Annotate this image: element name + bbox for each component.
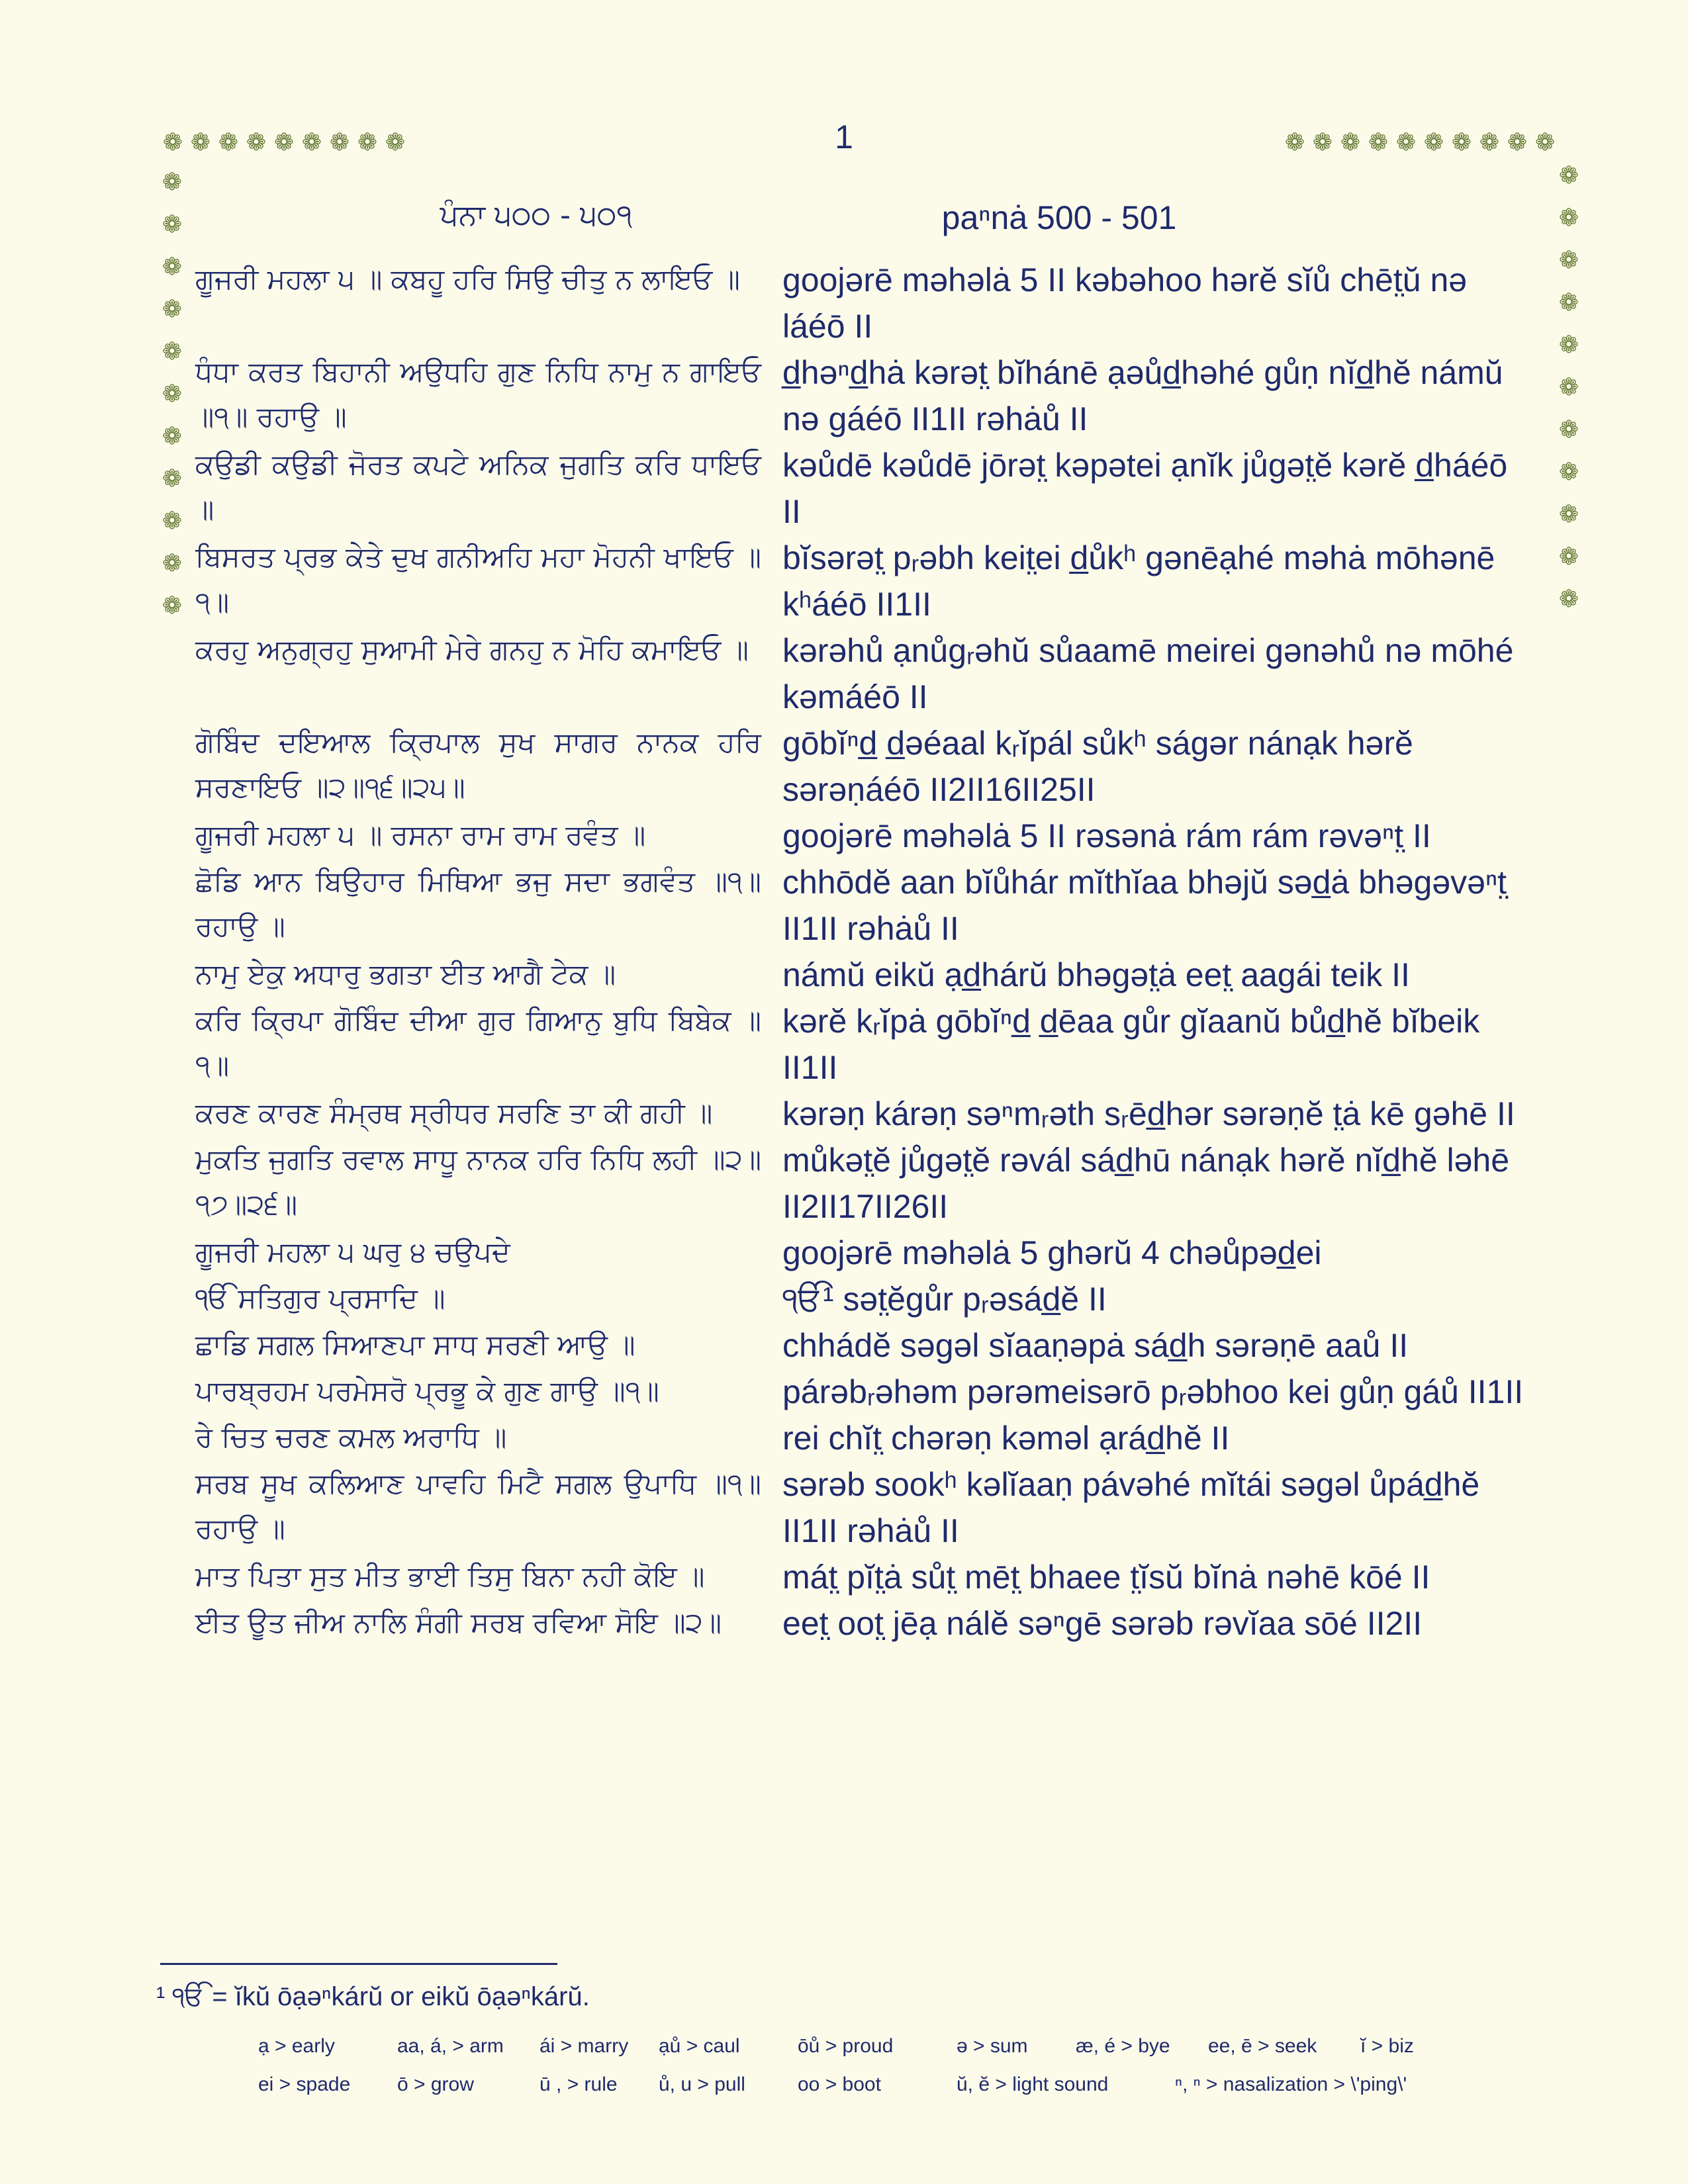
transliteration-line: gōbĭⁿd̲ d̲əéaal kᵣĭpál sůkʰ ságər nánạk hərĕ sərəṇáéō II2II16II25II [782,725,1413,808]
flower-ornament-icon: ❁ [1558,459,1579,486]
transliteration-line: kərĕ kᵣĭpȧ gōbĭⁿd̲ d̲ēaa gůr gĭaanŭ bůd̲hĕ bĭbeik II1II [782,1003,1480,1086]
gurmukhi-line: ਕਰਣ ਕਾਰਣ ਸੰਮ੍ਰਥ ਸ੍ਰੀਧਰ ਸਰਣਿ ਤਾ ਕੀ ਗਹੀ ॥ [195,1097,713,1129]
verse-row [195,1322,1546,1369]
verse-row [195,1091,1546,1137]
flower-ornament-icon: ❁ [162,211,183,238]
transliteration-line: můkət̤ĕ jůgət̤ĕ rəvál sád̲hū nánạk hərĕ nĭd̲hĕ ləhē II2II17II26II [782,1142,1509,1225]
flower-ornament-icon: ❁ [162,169,183,196]
gurmukhi-page-header: ਪੰਨਾ ੫੦੦ - ੫੦੧ [440,199,633,232]
transliteration-line: mát̤ pĭt̤ȧ sůt̤ mēt̤ bhaee t̤ĭsŭ bĭnȧ nəhē kōé II [782,1559,1430,1596]
legend-item: ⁿ, ⁿ > nasalization > \'ping\' [1175,2073,1407,2095]
transliteration-line: goojərē məhəlȧ 5 II kəbəhoo hərĕ sĭů chēt̤ŭ nə láéō II [782,261,1468,345]
gurmukhi-line: ਕਉਡੀ ਕਉਡੀ ਜੋਰਤ ਕਪਟੇ ਅਨਿਕ ਜੁਗਤਿ ਕਰਿ ਧਾਇਓ ॥ [195,448,761,525]
legend-item: ōů > proud [798,2035,894,2057]
verse-row [195,1415,1546,1461]
flower-ornament-icon: ❁ [1558,332,1579,359]
flower-ornament-icon: ❁ [162,423,183,450]
column-headers [0,199,1688,251]
legend-item: ū , > rule [539,2073,618,2095]
gurmukhi-line: ਛੋਡਿ ਆਨ ਬਿਉਹਾਰ ਮਿਥਿਆ ਭਜੁ ਸਦਾ ਭਗਵੰਤ ॥੧॥ ਰਹਾਉ ॥ [195,865,761,942]
flower-ornament-icon: ❁ [162,592,183,619]
translit-page-header: paⁿnȧ 500 - 501 [941,199,1177,236]
transliteration-line: ੴ¹ sət̤ĕgůr pᵣəsád̲ĕ II [782,1281,1107,1318]
flower-ornament-icon: ❁ [190,129,211,156]
transliteration-line: bĭsərət̤ pᵣəbh keit̤ei d̲ůkʰ gənēạhé məhȧ mōhənē kʰáéō II1II [782,539,1495,623]
verse-row [195,535,1546,627]
gurmukhi-line: ਕਰਹੁ ਅਨੁਗ੍ਰਹੁ ਸੁਆਮੀ ਮੇਰੇ ਗਨਹੁ ਨ ਮੋਹਿ ਕਮਾਇਓ ॥ [195,633,749,666]
verse-row [195,998,1546,1091]
flower-ornament-icon: ❁ [1534,129,1556,156]
transliteration-line: eet̤ oot̤ jēạ nálĕ səⁿgē sərəb rəvĭaa sōé II2II [782,1605,1423,1642]
gurmukhi-line: ਕਰਿ ਕ੍ਰਿਪਾ ਗੋਬਿੰਦ ਦੀਆ ਗੁਰ ਗਿਆਨੁ ਬੁਧਿ ਬਿਬੇਕ ॥੧॥ [195,1004,761,1081]
verse-row [195,720,1546,813]
flower-ornament-icon: ❁ [162,550,183,577]
flower-ornament-icon: ❁ [1558,374,1579,401]
transliteration-line: chhōdĕ aan bĭůhár mĭthĭaa bhəjŭ səd̲ȧ bhəgəvəⁿt̤ II1II rəhȧů II [782,864,1507,947]
flower-ornament-icon: ❁ [273,129,295,156]
page-number: 1 [835,118,853,156]
flower-ornament-icon: ❁ [1558,501,1579,528]
footnote: ¹ ੴ = ĭkŭ ōạəⁿkárŭ or eikŭ ōạəⁿkárŭ. [156,1982,590,2011]
legend-item: ĭ > biz [1360,2035,1414,2057]
verse-row [195,1276,1546,1322]
gurmukhi-line: ਛਾਡਿ ਸਗਲ ਸਿਆਣਪਾ ਸਾਧ ਸਰਣੀ ਆਉ ॥ [195,1328,635,1361]
legend-item: oo > boot [798,2073,881,2095]
flower-ornament-icon: ❁ [1558,289,1579,316]
flower-ornament-icon: ❁ [1312,129,1333,156]
gurmukhi-line: ਗੂਜਰੀ ਮਹਲਾ ੫ ਘਰੁ ੪ ਚਉਪਦੇ [195,1236,510,1268]
gurmukhi-line: ਗੂਜਰੀ ਮਹਲਾ ੫ ॥ ਕਬਹੂ ਹਰਿ ਸਿਉ ਚੀਤੁ ਨ ਲਾਇਓ ॥ [195,263,740,295]
verse-list [195,257,1546,1647]
flower-ornament-icon: ❁ [1507,129,1528,156]
transliteration-line: d̲həⁿd̲hȧ kərət̤ bĭhánē ạəůd̲həhé gůṇ nĭd̲hĕ námŭ nə gáéō II1II rəhȧů II [782,354,1503,437]
flower-ornament-icon: ❁ [1558,247,1579,274]
flower-ornament-icon: ❁ [162,381,183,408]
gurmukhi-line: ੴ ਸਤਿਗੁਰ ਪ੍ਰਸਾਦਿ ॥ [195,1282,445,1314]
legend-item: æ, é > bye [1076,2035,1170,2057]
transliteration-line: goojərē məhəlȧ 5 ghərŭ 4 chəůpəd̲ei [782,1234,1322,1271]
flower-ornament-icon: ❁ [1340,129,1361,156]
gurmukhi-line: ਧੰਧਾ ਕਰਤ ਬਿਹਾਨੀ ਅਉਧਹਿ ਗੁਣ ਨਿਧਿ ਨਾਮੁ ਨ ਗਾਇਓ ॥੧॥ ਰਹਾਉ ॥ [195,355,761,433]
transliteration-line: sərəb sookʰ kəlĭaaṇ pávəhé mĭtái səgəl ůpád̲hĕ II1II rəhȧů II [782,1466,1480,1549]
legend-item: ə > sum [957,2035,1028,2057]
gurmukhi-line: ਗੂਜਰੀ ਮਹਲਾ ੫ ॥ ਰਸਨਾ ਰਾਮ ਰਾਮ ਰਵੰਤ ॥ [195,819,646,851]
flower-ornament-icon: ❁ [162,508,183,535]
flower-border-top-right [1281,131,1559,155]
flower-ornament-icon: ❁ [218,129,239,156]
pronunciation-legend [258,2035,1516,2112]
gurmukhi-line: ਮੁਕਤਿ ਜੁਗਤਿ ਰਵਾਲ ਸਾਧੂ ਨਾਨਕ ਹਰਿ ਨਿਧਿ ਲਹੀ ॥੨॥੧੭॥੨੬॥ [195,1143,761,1220]
flower-ornament-icon: ❁ [1395,129,1417,156]
transliteration-line: goojərē məhəlȧ 5 II rəsənȧ rám rám rəvəⁿt̤ II [782,817,1431,854]
legend-item: ạů > caul [659,2035,740,2057]
gurmukhi-line: ਮਾਤ ਪਿਤਾ ਸੁਤ ਮੀਤ ਭਾਈ ਤਿਸੁ ਬਿਨਾ ਨਹੀ ਕੋਇ ॥ [195,1560,705,1592]
gurmukhi-line: ਸਰਬ ਸੂਖ ਕਲਿਆਣ ਪਾਵਹਿ ਮਿਟੈ ਸਗਲ ਉਪਾਧਿ ॥੧॥ ਰਹਾਉ ॥ [195,1467,761,1545]
flower-ornament-icon: ❁ [1368,129,1389,156]
flower-ornament-icon: ❁ [329,129,350,156]
legend-item: ei > spade [258,2073,351,2095]
flower-ornament-icon: ❁ [162,296,183,323]
transliteration-line: námŭ eikŭ ạd̲hárŭ bhəgət̤ȧ eet̤ aagái teik II [782,956,1410,993]
verse-row [195,859,1546,952]
flower-ornament-icon: ❁ [1558,162,1579,189]
flower-ornament-icon: ❁ [1479,129,1500,156]
verse-row [195,1369,1546,1415]
verse-row [195,442,1546,535]
flower-ornament-icon: ❁ [301,129,322,156]
legend-item: ạ > early [258,2035,335,2057]
gurmukhi-line: ਪਾਰਬ੍ਰਹਮ ਪਰਮੇਸਰੋ ਪ੍ਰਭੂ ਕੇ ਗੁਣ ਗਾਉ ॥੧॥ [195,1375,659,1407]
footnote-divider [160,1963,557,1965]
transliteration-line: chhádĕ səgəl sĭaaṇəpȧ sád̲h sərəṇē aaů II [782,1327,1409,1364]
flower-ornament-icon: ❁ [162,253,183,281]
flower-ornament-icon: ❁ [1558,543,1579,570]
verse-row [195,1461,1546,1554]
gurmukhi-line: ਬਿਸਰਤ ਪ੍ਰਭ ਕੇਤੇ ਦੁਖ ਗਨੀਅਹਿ ਮਹਾ ਮੋਹਨੀ ਖਾਇਓ ॥੧॥ [195,541,761,618]
legend-item: ái > marry [539,2035,629,2057]
flower-ornament-icon: ❁ [1451,129,1472,156]
verse-row [195,627,1546,720]
legend-item: ō > grow [397,2073,474,2095]
gurmukhi-line: ਈਤ ਊਤ ਜੀਅ ਨਾਲਿ ਸੰਗੀ ਸਰਬ ਰਵਿਆ ਸੋਇ ॥੨॥ [195,1606,722,1639]
flower-ornament-icon: ❁ [162,338,183,365]
flower-border-top-left [159,131,409,155]
legend-row [258,2073,1516,2112]
verse-row [195,349,1546,442]
verse-row [195,1230,1546,1276]
flower-ornament-icon: ❁ [1558,586,1579,613]
gurmukhi-line: ਗੋਬਿੰਦ ਦਇਆਲ ਕ੍ਰਿਪਾਲ ਸੁਖ ਸਾਗਰ ਨਾਨਕ ਹਰਿ ਸਰਣਾਇਓ ॥੨॥੧੬॥੨੫॥ [195,726,761,803]
transliteration-line: párəbᵣəhəm pərəmeisərō pᵣəbhoo kei gůṇ gáů II1II [782,1373,1524,1410]
legend-item: ů, u > pull [659,2073,745,2095]
legend-row [258,2035,1516,2073]
legend-item: ee, ē > seek [1208,2035,1317,2057]
flower-ornament-icon: ❁ [357,129,378,156]
verse-row [195,952,1546,998]
flower-ornament-icon: ❁ [162,465,183,492]
gurmukhi-line: ਰੇ ਚਿਤ ਚਰਣ ਕਮਲ ਅਰਾਧਿ ॥ [195,1421,507,1453]
verse-row [195,1137,1546,1230]
flower-ornament-icon: ❁ [1423,129,1444,156]
flower-ornament-icon: ❁ [1558,416,1579,443]
flower-ornament-icon: ❁ [162,129,183,156]
legend-item: aa, á, > arm [397,2035,504,2057]
transliteration-line: kərəhů ạnůgᵣəhŭ sůaamē meirei gənəhů nə mōhé kəmáéō II [782,632,1514,715]
verse-row [195,1554,1546,1600]
verse-row [195,257,1546,349]
verse-row [195,1600,1546,1647]
flower-ornament-icon: ❁ [1558,205,1579,232]
verse-row [195,813,1546,859]
transliteration-line: rei chĭt̤ chərəṇ kəməl ạrád̲hĕ II [782,1420,1230,1457]
gurmukhi-line: ਨਾਮੁ ਏਕੁ ਅਧਾਰੁ ਭਗਤਾ ਈਤ ਆਗੈ ਟੇਕ ॥ [195,958,616,990]
transliteration-line: kərəṇ kárəṇ səⁿmᵣəth sᵣēd̲hər sərəṇĕ t̤ȧ kē gəhē II [782,1095,1515,1132]
transliteration-line: kəůdē kəůdē jōrət̤ kəpətei ạnĭk jůgət̤ĕ kərĕ d̲háéō II [782,447,1508,530]
flower-ornament-icon: ❁ [1284,129,1305,156]
legend-item: ŭ, ĕ > light sound [957,2073,1109,2095]
flower-ornament-icon: ❁ [246,129,267,156]
flower-ornament-icon: ❁ [385,129,406,156]
